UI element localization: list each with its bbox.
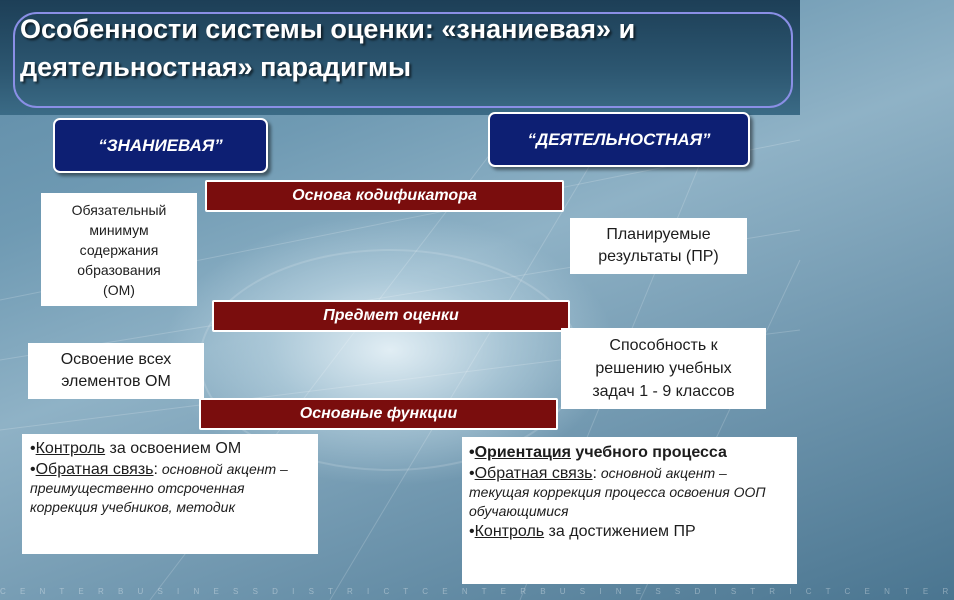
activity-subject-box: [561, 328, 766, 409]
knowledge-functions-box: [22, 434, 318, 554]
knowledge-codifier-line: (ОМ): [103, 281, 135, 298]
bullet: •: [469, 444, 475, 461]
activity-subject-line: решению учебных: [595, 360, 732, 377]
background-ticker: C E N T E R B U S I N E S S D I S T R I C T C E N T E R B U S I N E S S D I S T R I C T C E N T E R: [0, 587, 954, 596]
activity-subject-line: задач 1 - 9 классов: [592, 383, 735, 400]
section-subject: [212, 300, 570, 332]
knowledge-codifier-box: [41, 193, 197, 306]
knowledge-codifier-line: содержания: [79, 241, 159, 258]
paradigm-knowledge-label: “ЗНАНИЕВАЯ”: [98, 135, 223, 155]
section-codifier: [205, 180, 564, 212]
knowledge-feedback-rest: основной акцент – преимущественно отсроченная коррекция учебников, методик: [30, 461, 288, 515]
knowledge-control-word: Контроль: [35, 440, 106, 457]
activity-feedback-rest: основной акцент – текущая коррекция процесса освоения ООП обучающимися: [469, 465, 766, 519]
activity-orient-rest: учебного процесса: [570, 444, 727, 461]
paradigm-activity-label: “ДЕЯТЕЛЬНОСТНАЯ”: [527, 129, 711, 149]
activity-feedback-colon: :: [592, 465, 597, 482]
activity-codifier-line: результаты (ПР): [598, 248, 719, 265]
bullet: •: [469, 523, 475, 540]
knowledge-feedback-item: [30, 460, 310, 517]
activity-codifier-box: [570, 218, 747, 274]
knowledge-codifier-line: Обязательный: [71, 201, 167, 218]
knowledge-subject-line: Освоение всех: [60, 351, 172, 368]
slide-title: Особенности системы оценки: «знаниевая» и деятельностная» парадигмы: [20, 14, 636, 82]
activity-subject-line: Способность к: [609, 337, 718, 354]
knowledge-control-item: [30, 438, 310, 460]
knowledge-codifier-line: минимум: [89, 221, 149, 238]
knowledge-feedback-word: Обратная связь: [35, 461, 154, 478]
activity-control-item: [469, 521, 790, 543]
activity-orient-word: Ориентация: [474, 444, 571, 461]
activity-feedback-item: [469, 464, 790, 521]
bullet: •: [30, 440, 36, 457]
activity-feedback-word: Обратная связь: [474, 465, 593, 482]
activity-control-rest: за достижением ПР: [544, 523, 696, 540]
activity-functions-box: [462, 437, 797, 584]
activity-orient-item: [469, 442, 790, 464]
bullet: •: [469, 465, 475, 482]
knowledge-subject-line: элементов ОМ: [61, 373, 171, 390]
knowledge-codifier-line: образования: [77, 261, 161, 278]
title-bar: [0, 0, 800, 115]
section-functions: [199, 398, 558, 430]
knowledge-feedback-colon: :: [153, 461, 158, 478]
section-codifier-label: Основа кодификатора: [292, 187, 477, 204]
paradigm-activity: [488, 112, 750, 167]
section-subject-label: Предмет оценки: [323, 307, 459, 324]
bullet: •: [30, 461, 36, 478]
activity-codifier-line: Планируемые: [606, 226, 711, 243]
section-functions-label: Основные функции: [299, 405, 458, 422]
knowledge-control-rest: за освоением ОМ: [105, 440, 242, 457]
knowledge-subject-box: [28, 343, 204, 399]
paradigm-knowledge: [53, 118, 268, 173]
activity-control-word: Контроль: [474, 523, 545, 540]
